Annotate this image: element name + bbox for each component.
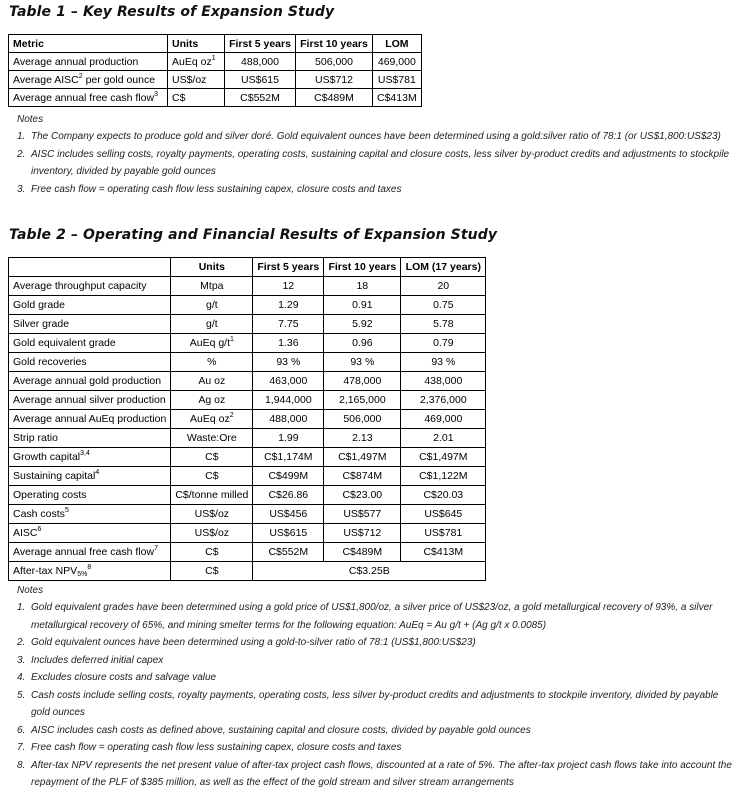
footnote-ref: 1	[230, 336, 234, 343]
metric-label: Operating costs	[13, 489, 87, 501]
units-cell	[171, 448, 253, 467]
header-lom: LOM (17 years)	[401, 258, 486, 277]
metric-cell	[9, 429, 171, 448]
units-cell	[171, 296, 253, 315]
units-cell	[171, 543, 253, 562]
value-cell: 0.96	[324, 334, 401, 353]
table-row	[9, 372, 486, 391]
header-units: Units	[171, 258, 253, 277]
metric-label: Average annual AuEq production	[13, 413, 167, 425]
units-label: Au oz	[198, 375, 226, 387]
metric-label: Cash costs	[13, 508, 65, 520]
units-cell	[171, 353, 253, 372]
units-label: %	[207, 356, 217, 368]
table-header-row	[9, 258, 486, 277]
metric-cell	[9, 71, 168, 89]
note-number: 1.	[17, 602, 26, 613]
note-number: 1.	[17, 131, 26, 142]
value-cell: 93 %	[253, 353, 324, 372]
units-cell	[171, 486, 253, 505]
units-cell: C$	[171, 562, 253, 581]
value-cell: C$3.25B	[253, 562, 486, 581]
table-row	[9, 410, 486, 429]
table2-notes	[17, 585, 737, 792]
note-number: 2.	[17, 148, 26, 160]
note-number: 7.	[17, 742, 26, 753]
value-cell: 0.79	[401, 334, 486, 353]
value-cell: 0.75	[401, 296, 486, 315]
value-cell: 463,000	[253, 372, 324, 391]
key-results-table	[8, 34, 422, 107]
value-cell: 1,944,000	[253, 391, 324, 410]
note-text: AISC includes cash costs as defined above, sustaining capital and closure costs, divided by payable gold ounces	[31, 724, 531, 736]
units-cell	[171, 410, 253, 429]
value-cell: 1.29	[253, 296, 324, 315]
metric-cell	[9, 334, 171, 353]
value-cell: US$615	[225, 71, 296, 89]
metric-cell	[9, 467, 171, 486]
metric-label: AISC	[13, 527, 38, 539]
table-row	[9, 467, 486, 486]
notes-header: Notes	[17, 114, 44, 125]
metric-cell	[9, 562, 171, 581]
units-label: Mtpa	[200, 280, 224, 292]
note-number: 2.	[17, 637, 26, 648]
units-cell	[168, 53, 225, 71]
note-item	[17, 128, 737, 146]
value-cell: 20	[401, 277, 486, 296]
metric-cell	[9, 524, 171, 543]
units-cell	[171, 505, 253, 524]
metric-label: Sustaining capital	[13, 470, 96, 482]
metric-cell	[9, 277, 171, 296]
table-row	[9, 505, 486, 524]
metric-cell	[9, 410, 171, 429]
value-cell: 2,376,000	[401, 391, 486, 410]
units-label: g/t	[205, 318, 218, 330]
value-cell: 506,000	[324, 410, 401, 429]
metric-cell	[9, 543, 171, 562]
value-cell: 478,000	[324, 372, 401, 391]
value-cell: US$781	[401, 524, 486, 543]
units-cell: US$/oz	[168, 71, 225, 89]
units-cell	[171, 524, 253, 543]
value-cell: US$577	[324, 505, 401, 524]
header-units: Units	[168, 35, 225, 53]
table-row	[9, 486, 486, 505]
value-cell: C$26.86	[253, 486, 324, 505]
note-number: 8.	[17, 759, 26, 771]
value-cell: US$781	[373, 71, 422, 89]
value-cell: 1.36	[253, 334, 324, 353]
metric-cell	[9, 296, 171, 315]
units-label: C$/tonne milled	[175, 489, 249, 501]
table-row	[9, 53, 422, 71]
notes-header: Notes	[17, 585, 44, 596]
metric-label: Gold recoveries	[13, 356, 87, 368]
metric-label: Silver grade	[13, 318, 70, 330]
metric-cell	[9, 505, 171, 524]
table-row	[9, 543, 486, 562]
note-number: 3.	[17, 654, 26, 666]
note-item	[17, 181, 737, 199]
table-row	[9, 71, 422, 89]
subscript: 5%	[77, 571, 88, 578]
note-item	[17, 652, 737, 670]
value-cell: 488,000	[253, 410, 324, 429]
footnote-ref: 8	[87, 564, 92, 571]
footnote-ref: 6	[37, 526, 42, 533]
table-row	[9, 296, 486, 315]
value-cell: 5.78	[401, 315, 486, 334]
metric-label: Average annual free cash flow	[13, 546, 155, 558]
footnote-ref: 3,4	[80, 450, 90, 457]
value-cell: 506,000	[296, 53, 373, 71]
table2-title: Table 2 – Operating and Financial Results of Expansion Study	[9, 227, 498, 243]
value-cell: 2.13	[324, 429, 401, 448]
header-metric: Metric	[9, 35, 168, 53]
units-label: US$/oz	[194, 508, 230, 520]
value-cell: C$489M	[296, 89, 373, 107]
table-row	[9, 429, 486, 448]
units-label: C$	[205, 470, 219, 482]
value-cell: 469,000	[373, 53, 422, 71]
npv-row	[9, 562, 486, 581]
units-cell	[171, 391, 253, 410]
table-row	[9, 89, 422, 107]
note-item	[17, 634, 737, 652]
metric-cell	[9, 486, 171, 505]
units-label: C$	[205, 451, 219, 463]
metric-label: Gold grade	[13, 299, 65, 311]
table-header-row	[9, 35, 422, 53]
footnote-ref: 5	[64, 507, 69, 514]
units-cell: C$	[168, 89, 225, 107]
note-item	[17, 739, 737, 757]
note-item	[17, 722, 737, 740]
value-cell: C$1,497M	[324, 448, 401, 467]
note-text: Includes deferred initial capex	[31, 654, 164, 666]
metric-label: Strip ratio	[13, 432, 58, 444]
metric-label: Average annual production	[13, 55, 139, 68]
value-cell: C$1,497M	[401, 448, 486, 467]
value-cell: 12	[253, 277, 324, 296]
value-cell: C$489M	[324, 543, 401, 562]
note-text: The Company expects to produce gold and silver doré. Gold equivalent ounces have been determined using a gold:silver ratio of 78:1 (or US$1,800:US$23)	[31, 131, 721, 142]
value-cell: C$413M	[373, 89, 422, 107]
units-cell	[171, 467, 253, 486]
footnote-ref: 4	[95, 469, 100, 476]
units-label: AuEq oz	[190, 413, 230, 425]
value-cell: 0.91	[324, 296, 401, 315]
value-cell: US$645	[401, 505, 486, 524]
value-cell: 488,000	[225, 53, 296, 71]
table-row	[9, 315, 486, 334]
units-cell	[171, 429, 253, 448]
footnote-ref: 2	[229, 412, 234, 419]
value-cell: 5.92	[324, 315, 401, 334]
value-cell: 438,000	[401, 372, 486, 391]
metric-cell	[9, 372, 171, 391]
metric-label: Average AISC	[13, 73, 79, 86]
header-first-5: First 5 years	[253, 258, 324, 277]
value-cell: 7.75	[253, 315, 324, 334]
footnote-ref: 1	[211, 54, 216, 62]
note-text: Excludes closure costs and salvage value	[31, 672, 217, 683]
table-row	[9, 448, 486, 467]
value-cell: 1.99	[253, 429, 324, 448]
units-label: g/t	[205, 299, 218, 311]
units-label: C$	[205, 546, 219, 558]
units-cell	[171, 315, 253, 334]
table1-title: Table 1 – Key Results of Expansion Study	[9, 4, 335, 20]
note-text: Cash costs include selling costs, royalty payments, operating costs, less silver by-product credits and adjustments to stockpile inventory, divided by payable gold ounces	[31, 689, 719, 718]
units-label: Waste:Ore	[186, 432, 237, 444]
units-cell	[171, 372, 253, 391]
value-cell: C$552M	[253, 543, 324, 562]
note-number: 5.	[17, 689, 26, 701]
header-first-10: First 10 years	[296, 35, 373, 53]
metric-cell	[9, 315, 171, 334]
metric-cell	[9, 89, 168, 107]
value-cell: C$20.03	[401, 486, 486, 505]
note-text: AISC includes selling costs, royalty payments, operating costs, sustaining capital and closure costs, less silver by-product credits and adjustments to stockpile inventory, divided by payable gold ounces	[31, 148, 730, 177]
metric-label: Average annual free cash flow	[13, 91, 155, 104]
metric-label: After-tax NPV	[13, 565, 78, 577]
value-cell: US$712	[296, 71, 373, 89]
footnote-ref: 2	[78, 72, 83, 80]
table-row	[9, 277, 486, 296]
metric-label: Average annual gold production	[13, 375, 162, 387]
value-cell: US$456	[253, 505, 324, 524]
header-first-5: First 5 years	[225, 35, 296, 53]
units-cell	[171, 277, 253, 296]
value-cell: US$712	[324, 524, 401, 543]
units-label: Ag oz	[198, 394, 226, 406]
value-cell: C$499M	[253, 467, 324, 486]
value-cell: C$552M	[225, 89, 296, 107]
note-item	[17, 146, 737, 181]
metric-label: Average annual silver production	[13, 394, 166, 406]
table-row	[9, 391, 486, 410]
value-cell: C$874M	[324, 467, 401, 486]
metric-label-suffix: per gold ounce	[82, 73, 156, 86]
note-item	[17, 757, 737, 792]
note-text: After-tax NPV represents the net present value of after-tax project cash flows, discounted at a rate of 5%. The after-tax project cash flows take into account the repayment of the PLF of $385 million, as well as the effect of the gold stream and silver stream arrangements	[31, 759, 732, 788]
metric-label: Growth capital	[13, 451, 81, 463]
units-cell	[171, 334, 253, 353]
value-cell: 2.01	[401, 429, 486, 448]
value-cell: C$1,174M	[253, 448, 324, 467]
metric-label: Gold equivalent grade	[13, 337, 116, 349]
value-cell: C$413M	[401, 543, 486, 562]
footnote-ref: 3	[154, 90, 158, 98]
value-cell: 93 %	[401, 353, 486, 372]
note-number: 3.	[17, 183, 26, 195]
value-cell: 93 %	[324, 353, 401, 372]
metric-label: Average throughput capacity	[13, 280, 147, 292]
note-item	[17, 599, 737, 634]
note-item	[17, 687, 737, 722]
value-cell: 2,165,000	[324, 391, 401, 410]
footnote-ref: 7	[154, 545, 158, 552]
value-cell: C$1,122M	[401, 467, 486, 486]
note-text: Gold equivalent grades have been determined using a gold price of US$1,800/oz, a silver price of US$23/oz, a gold metallurgical recovery of 93%, a silver metallurgical recovery of 65%, and mining smelter terms for the following equation: AuEq = Au g/t + (Ag g/t x 0.0085)	[31, 602, 713, 631]
header-lom: LOM	[373, 35, 422, 53]
value-cell: US$615	[253, 524, 324, 543]
table-row	[9, 334, 486, 353]
units-label: US$/oz	[194, 527, 230, 539]
note-text: Gold equivalent ounces have been determined using a gold-to-silver ratio of 78:1 (US$1,800:US$23)	[31, 637, 476, 648]
header-first-10: First 10 years	[324, 258, 401, 277]
header-metric	[9, 258, 171, 277]
metric-cell	[9, 448, 171, 467]
units-label: AuEq g/t	[189, 337, 231, 349]
note-number: 4.	[17, 672, 26, 683]
value-cell: C$23.00	[324, 486, 401, 505]
operating-financial-results-table	[8, 257, 486, 581]
note-text: Free cash flow = operating cash flow less sustaining capex, closure costs and taxes	[31, 183, 402, 195]
note-text: Free cash flow = operating cash flow less sustaining capex, closure costs and taxes	[31, 742, 402, 753]
table1-notes	[17, 114, 737, 198]
metric-cell	[9, 53, 168, 71]
note-number: 6.	[17, 724, 26, 736]
note-item	[17, 669, 737, 687]
units-label: AuEq oz	[172, 55, 212, 68]
value-cell: 18	[324, 277, 401, 296]
value-cell: 469,000	[401, 410, 486, 429]
metric-cell	[9, 353, 171, 372]
metric-cell	[9, 391, 171, 410]
table-row	[9, 353, 486, 372]
table-row	[9, 524, 486, 543]
